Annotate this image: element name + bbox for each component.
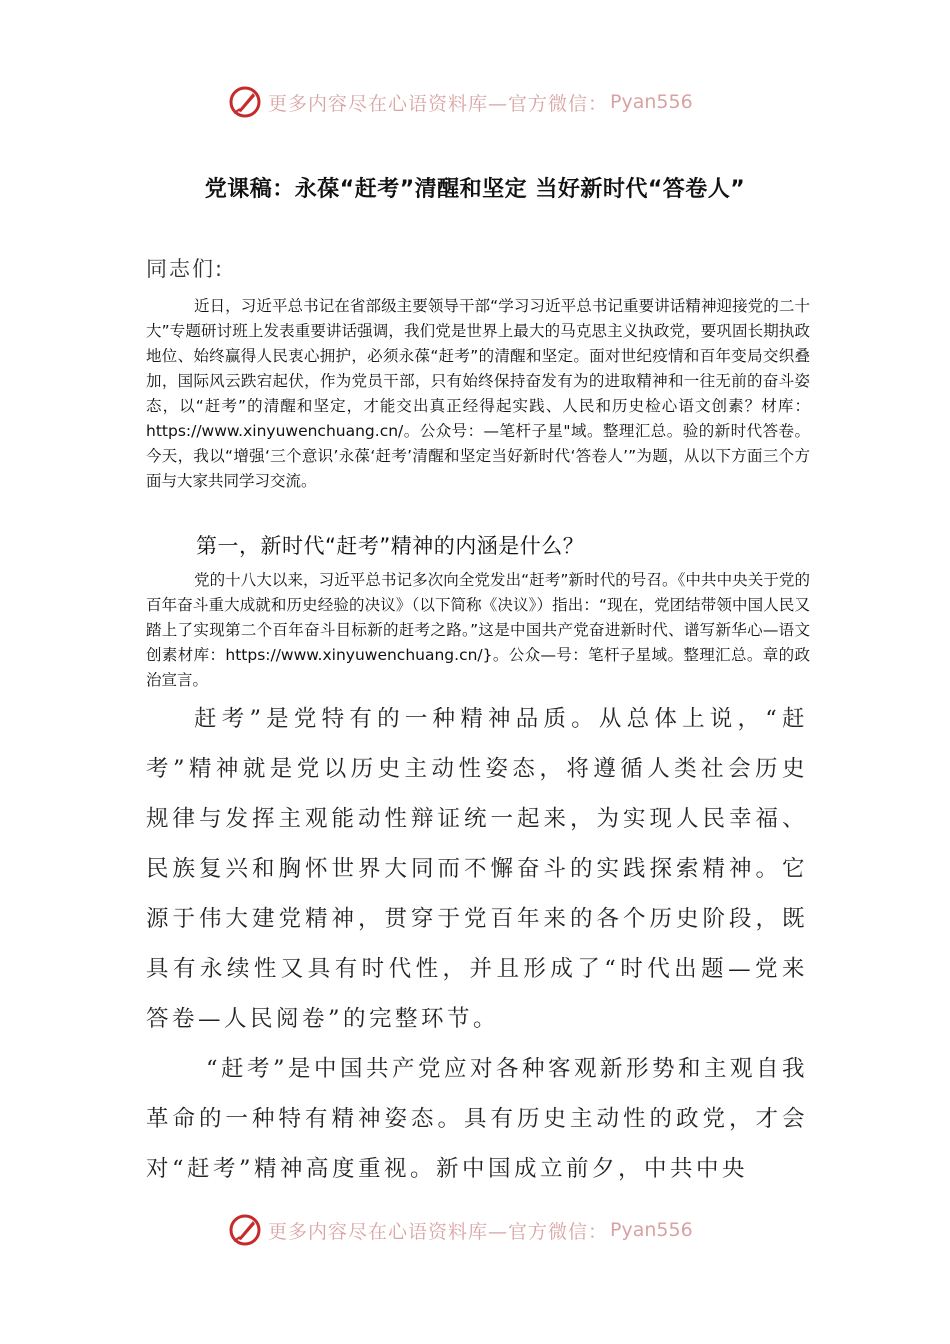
banner-wechat-id: Pyan556: [610, 91, 693, 113]
paragraph-ganko-attitude: “赶考”是中国共产党应对各种客观新形势和主观自我革命的一种特有精神姿态。具有历史主动性的政党，才会对“赶考”精神高度重视。新中国成立前夕，中共中央: [146, 1056, 809, 1182]
header-banner: [228, 84, 693, 120]
paragraph-section1-intro: 党的十八大以来，习近平总书记多次向全党发出“赶考”新时代的号召。《中共中央关于党的百年奋斗重大成就和历史经验的决议》（以下简称《决议》）指出：“现在，党团结带领中国人民又踏上了实现第二个百年奋斗目标新的赶考之路。”这是中国共产党奋进新时代、谱写新华心—语文创素材库：https://www.xinyuwenchuang.cn/}。公众—号：笔杆子星域。整理汇总。章的政治宣言。: [146, 571, 810, 689]
paragraph-ganko-definition: 赶考”是党特有的一种精神品质。从总体上说，“赶考”精神就是党以历史主动性姿态，将遵循人类社会历史规律与发挥主观能动性辩证统一起来，为实现人民幸福、民族复兴和胸怀世界大同而不懈奋斗的实践探索精神。它源于伟大建党精神，贯穿于党百年来的各个历史阶段，既具有永续性又具有时代性，并且形成了“时代出题—党来答卷—人民阅卷”的完整环节。: [146, 706, 808, 1032]
banner-wechat-id: Pyan556: [610, 1219, 693, 1241]
greeting: 同志们:: [146, 257, 225, 281]
banner-text: 更多内容尽在心语资料库—官方微信：: [268, 92, 609, 115]
paragraph-intro: 近日，习近平总书记在省部级主要领导干部“学习习近平总书记重要讲话精神迎接党的二十大”专题研讨班上发表重要讲话强调，我们党是世界上最大的马克思主义执政党，要巩固长期执政地位、始终赢得人民衷心拥护，必须永葆“赶考”的清醒和坚定。面对世纪疫情和百年变局交织叠加，国际风云跌宕起伏，作为党员干部，只有始终保持奋发有为的进取精神和一往无前的奋斗姿态，以“赶考”的清醒和坚定，才能交出真正经得起实践、人民和历史检心语文创素？材库：https://www.xinyuwenchuang.cn/。公众号：—笔杆子星"域。整理汇总。验的新时代答卷。今天，我以“增强‘三个意识’永葆‘赶考’清醒和坚定当好新时代‘答卷人’”为题，从以下方面三个方面与大家共同学习交流。: [146, 297, 810, 490]
quill-logo-icon: [228, 1213, 262, 1247]
section-heading-1: 第一，新时代“赶考”精神的内涵是什么？: [196, 534, 585, 558]
quill-logo-icon: [228, 85, 262, 119]
banner-text: 更多内容尽在心语资料库—官方微信：: [268, 1220, 609, 1243]
document-title: 党课稿：永葆“赶考”清醒和坚定 当好新时代“答卷人”: [204, 177, 746, 202]
footer-banner: [228, 1212, 693, 1248]
